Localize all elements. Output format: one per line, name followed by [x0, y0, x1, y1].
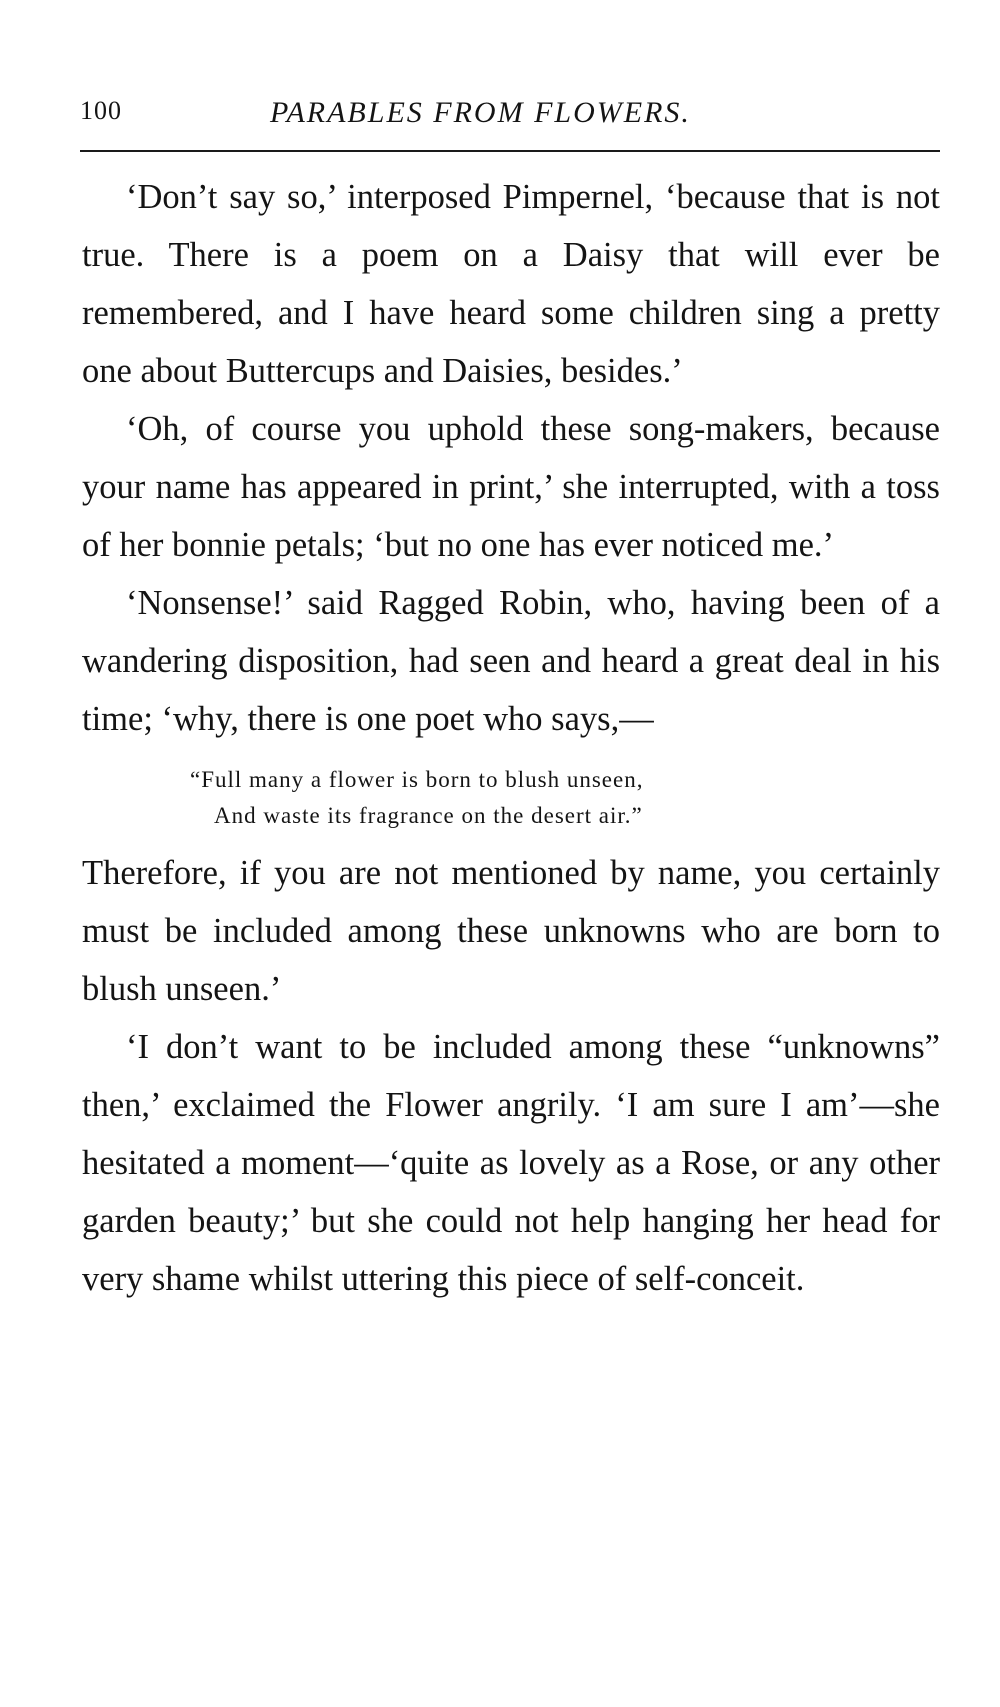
paragraph-song-makers: ‘Oh, of course you uphold these song-makers, because your name has appeared in print,’ she interrupted, with a toss of her bonnie petals; ‘but no one has ever noticed me.’	[82, 410, 940, 564]
body-text	[82, 168, 940, 1308]
paragraph-final: ‘I don’t want to be included among these “unknowns” then,’ exclaimed the Flower angrily. ‘I am sure I am’—she hesitated a moment—‘quite as lovely as a Rose, or any other garden beauty;’ but she could not help hanging her head for very shame whilst uttering this piece of self-conceit.	[82, 1028, 940, 1298]
running-title: PARABLES FROM FLOWERS.	[270, 96, 691, 129]
quote-line-1: “Full many a flower is born to blush unseen,	[190, 767, 644, 792]
quote-line-2: And waste its fragrance on the desert air.”	[214, 803, 643, 828]
paragraph-continuation: Therefore, if you are not mentioned by name, you certainly must be included among these unknowns who are born to blush unseen.’	[82, 854, 940, 1008]
poem-quotation	[82, 762, 940, 834]
header-rule	[80, 150, 940, 152]
running-head	[80, 96, 940, 136]
paragraph-pimpernel: ‘Don’t say so,’ interposed Pimpernel, ‘because that is not true. There is a poem on a Daisy that will ever be remembered, and I have heard some children sing a pretty one about Buttercups and Daisies, besides.’	[82, 178, 940, 390]
paragraph-ragged-robin: ‘Nonsense!’ said Ragged Robin, who, having been of a wandering disposition, had seen and heard a great deal in his time; ‘why, there is one poet who says,—	[82, 584, 940, 738]
page-number: 100	[80, 96, 122, 125]
